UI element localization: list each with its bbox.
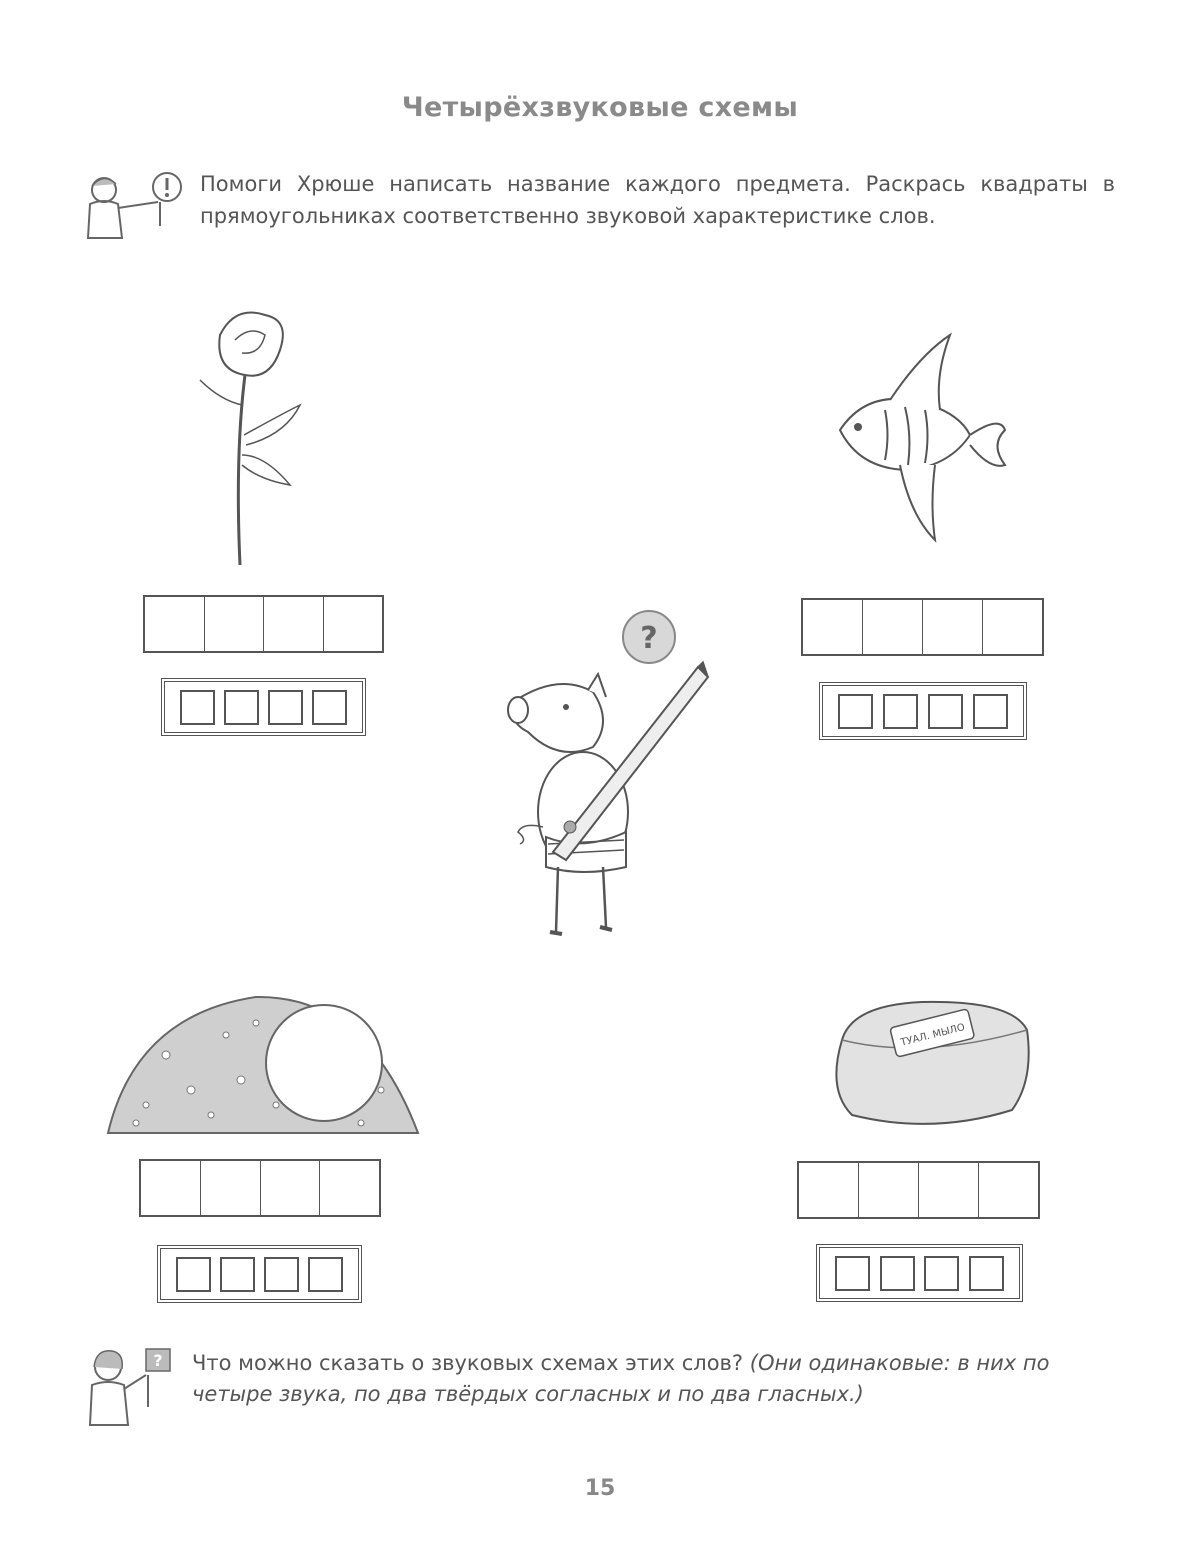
letter-boxes[interactable]: [797, 1161, 1040, 1219]
sound-square[interactable]: [928, 694, 963, 729]
svg-text:?: ?: [640, 621, 658, 656]
page-number: 15: [584, 1476, 616, 1501]
letter-box[interactable]: [263, 597, 323, 651]
sound-square[interactable]: [312, 690, 347, 725]
letter-box[interactable]: [799, 1163, 858, 1217]
letter-box[interactable]: [260, 1161, 320, 1215]
sound-square[interactable]: [264, 1257, 299, 1292]
page-title: Четырёхзвуковые схемы: [401, 92, 799, 123]
soap-stamp: ТУАЛ. МЫЛО: [899, 1022, 967, 1049]
sound-square[interactable]: [883, 694, 918, 729]
question-answer: (Они одинаковые: в них по четыре звука, по два твёрдых согласных и по два гласных.): [192, 1351, 1050, 1406]
exclamation-icon: [150, 170, 184, 204]
letter-box[interactable]: [862, 600, 922, 654]
letter-boxes[interactable]: [801, 598, 1044, 656]
instruction-text: Помоги Хрюше написать название каждого предмета. Раскрась квадраты в прямоугольниках соответственно звуковой характеристике слов.: [200, 172, 1115, 228]
sound-square[interactable]: [973, 694, 1008, 729]
sound-square[interactable]: [180, 690, 215, 725]
sound-scheme: [816, 1244, 1023, 1302]
letter-box[interactable]: [204, 597, 264, 651]
rose-icon: [180, 305, 350, 575]
sound-square[interactable]: [308, 1257, 343, 1292]
question-square-icon: [145, 1348, 171, 1372]
soap-icon: [822, 1000, 1034, 1135]
letter-boxes[interactable]: [139, 1159, 381, 1217]
sound-square[interactable]: [268, 690, 303, 725]
letter-box[interactable]: [803, 600, 862, 654]
letter-box[interactable]: [145, 597, 204, 651]
letter-box[interactable]: [858, 1163, 918, 1217]
letter-box[interactable]: [922, 600, 982, 654]
letter-box[interactable]: [200, 1161, 260, 1215]
discussion-question: [192, 1348, 1112, 1410]
letter-boxes[interactable]: [143, 595, 384, 653]
sound-square[interactable]: [880, 1256, 915, 1291]
fish-icon: [830, 335, 1020, 550]
sound-scheme: [819, 682, 1027, 740]
pig-icon: [498, 662, 718, 947]
sound-square[interactable]: [924, 1256, 959, 1291]
svg-text:?: ?: [153, 1351, 163, 1370]
sound-square[interactable]: [969, 1256, 1004, 1291]
letter-box[interactable]: [323, 597, 383, 651]
sound-square[interactable]: [224, 690, 259, 725]
sound-square[interactable]: [835, 1256, 870, 1291]
sound-square[interactable]: [838, 694, 873, 729]
question-text: Что можно сказать о звуковых схемах этих слов?: [192, 1351, 744, 1375]
letter-box[interactable]: [141, 1161, 200, 1215]
night-sky-moon-icon: [106, 995, 420, 1135]
question-circle-icon: [620, 608, 678, 666]
letter-box[interactable]: [319, 1161, 379, 1215]
letter-box[interactable]: [982, 600, 1042, 654]
sound-square[interactable]: [220, 1257, 255, 1292]
letter-box[interactable]: [918, 1163, 978, 1217]
letter-box[interactable]: [978, 1163, 1038, 1217]
sound-scheme: [157, 1245, 362, 1303]
sound-scheme: [161, 678, 366, 736]
sound-square[interactable]: [176, 1257, 211, 1292]
